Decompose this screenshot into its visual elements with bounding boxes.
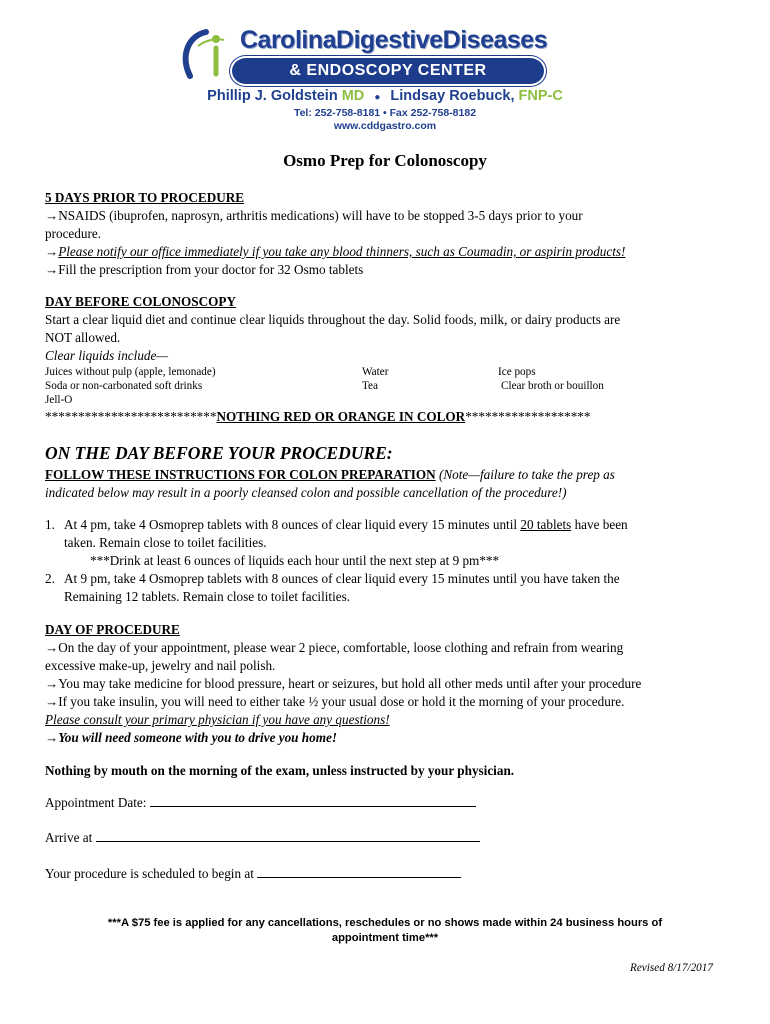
- clear-liquid-diet: Start a clear liquid diet and continue clear liquids throughout the day. Solid foods, milk, or dairy products are: [45, 312, 621, 327]
- arrow-icon: →: [45, 208, 59, 223]
- doctors-line: [0, 88, 770, 104]
- step-1-cont: taken. Remain close to toilet facilities.: [64, 535, 267, 550]
- consult-physician: Please consult your primary physician if you have any questions!: [45, 712, 390, 727]
- logo-mark-icon: [176, 26, 232, 86]
- step-1: At 4 pm, take 4 Osmoprep tablets with 8 ounces of clear liquid every 15 minutes until 20 tablets have been: [64, 517, 628, 532]
- step-2-cont: Remaining 12 tablets. Remain close to toilet facilities.: [64, 589, 351, 604]
- phone-line: Tel: 252-758-8181 • Fax 252-758-8182: [293, 107, 477, 119]
- instruction-clothing-cont: excessive make-up, jewelry and nail polish.: [45, 658, 276, 673]
- section-heading-day-of: DAY OF PROCEDURE: [45, 622, 180, 637]
- step-1-number: 1.: [45, 517, 55, 532]
- logo-tagline: & ENDOSCOPY CENTER: [289, 62, 487, 79]
- prep-note-cont: indicated below may result in a poorly cleansed colon and possible cancellation of the procedure!): [45, 485, 567, 500]
- arrive-time-field[interactable]: [96, 829, 480, 842]
- bullet-separator: ●: [374, 92, 381, 103]
- arrive-row: [45, 829, 480, 846]
- arrow-icon: →: [45, 730, 59, 745]
- nothing-by-mouth: Nothing by mouth on the morning of the exam, unless instructed by your physician.: [45, 763, 515, 778]
- logo-name: CarolinaDigestiveDiseases: [240, 26, 548, 54]
- instruction-nsaids-cont: procedure.: [45, 226, 102, 241]
- liquid-item: Ice pops: [498, 366, 536, 378]
- arrow-icon: →: [45, 640, 59, 655]
- instruction-insulin: →If you take insulin, you will need to either take ½ your usual dose or hold it the morning of your procedure.: [45, 694, 625, 709]
- section-heading-5-days: 5 DAYS PRIOR TO PROCEDURE: [45, 190, 245, 205]
- page-title: Osmo Prep for Colonoscopy: [283, 151, 487, 170]
- step-2: At 9 pm, take 4 Osmoprep tablets with 8 ounces of clear liquid every 15 minutes until you have taken the: [64, 571, 620, 586]
- doctor2-name: Lindsay Roebuck,: [390, 88, 515, 104]
- instruction-medicine: →You may take medicine for blood pressure, heart or seizures, but hold all other meds until after your procedure: [45, 676, 642, 691]
- doctor1-name: Phillip J. Goldstein: [207, 88, 338, 104]
- scheduled-label: Your procedure is scheduled to begin at: [45, 866, 254, 881]
- liquid-item: Jell-O: [45, 394, 73, 406]
- section-heading-day-before-procedure: ON THE DAY BEFORE YOUR PROCEDURE:: [45, 443, 393, 463]
- section-heading-day-before: DAY BEFORE COLONOSCOPY: [45, 294, 236, 309]
- doctor2-credential: FNP-C: [518, 88, 563, 104]
- arrow-icon: →: [45, 244, 59, 259]
- prep-instructions-heading: FOLLOW THESE INSTRUCTIONS FOR COLON PREPARATION (Note—failure to take the prep as: [45, 467, 615, 482]
- arrive-label: Arrive at: [45, 830, 93, 845]
- liquid-item: Water: [362, 366, 389, 378]
- liquid-item: Tea: [362, 380, 378, 392]
- liquid-item: Clear broth or bouillon: [501, 380, 604, 392]
- appointment-date-field[interactable]: [150, 794, 476, 807]
- liquid-item: Soda or non-carbonated soft drinks: [45, 380, 203, 392]
- instruction-clothing: →On the day of your appointment, please wear 2 piece, comfortable, loose clothing and refrain from wearing: [45, 640, 624, 655]
- instruction-nsaids: →NSAIDS (ibuprofen, naprosyn, arthritis medications) will have to be stopped 3-5 days prior to your: [45, 208, 583, 223]
- cancellation-fee-notice: ***A $75 fee is applied for any cancellations, reschedules or no shows made within 24 business hours of: [107, 917, 663, 929]
- arrow-icon: →: [45, 694, 59, 709]
- logo-tagline-banner: [232, 58, 544, 84]
- clear-liquid-diet-cont: NOT allowed.: [45, 330, 121, 345]
- doctor1-credential: MD: [341, 88, 365, 104]
- instruction-prescription: →Fill the prescription from your doctor for 32 Osmo tablets: [45, 262, 364, 277]
- revised-date: Revised 8/17/2017: [630, 962, 713, 974]
- driver-required: →You will need someone with you to drive you home!: [45, 730, 337, 745]
- cancellation-fee-notice-cont: appointment time***: [331, 932, 439, 944]
- website: www.cddgastro.com: [333, 120, 437, 132]
- instruction-blood-thinners: →Please notify our office immediately if you take any blood thinners, such as Coumadin, or aspirin products!: [45, 244, 626, 259]
- appointment-date-row: [45, 794, 476, 811]
- logo: [176, 24, 556, 94]
- step-2-number: 2.: [45, 571, 55, 586]
- arrow-icon: →: [45, 676, 59, 691]
- scheduled-time-field[interactable]: [257, 865, 461, 878]
- appointment-date-label: Appointment Date:: [45, 795, 147, 810]
- arrow-icon: →: [45, 262, 59, 277]
- liquid-item: Juices without pulp (apple, lemonade): [45, 366, 216, 378]
- clear-liquids-label: Clear liquids include—: [45, 348, 169, 363]
- scheduled-row: [45, 865, 461, 882]
- drink-note: ***Drink at least 6 ounces of liquids each hour until the next step at 9 pm***: [90, 553, 500, 568]
- nothing-red-warning: **************************NOTHING RED OR ORANGE IN COLOR*******************: [45, 409, 591, 424]
